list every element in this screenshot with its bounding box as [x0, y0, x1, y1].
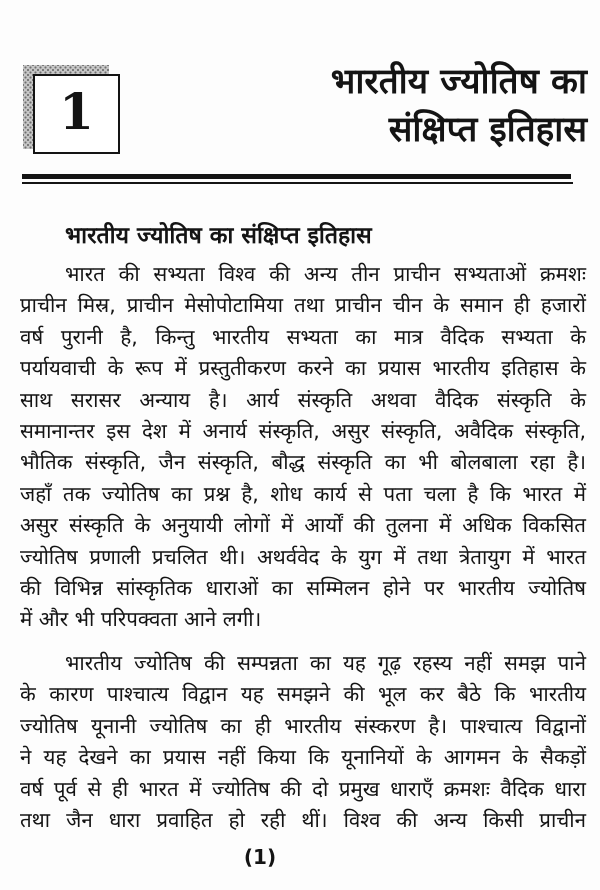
text-line: जहाँ तक ज्योतिष का प्रश्न है, शोध कार्य से पता चला है कि भारत में [20, 481, 586, 506]
page-number: (1) [243, 845, 277, 869]
paragraph-2 [20, 648, 586, 836]
text-line: ज्योतिष प्रणाली प्रचलित थी। अथर्ववेद के युग में तथा त्रेतायुग में भारत [20, 544, 586, 569]
section-heading: भारतीय ज्योतिष का संक्षिप्त इतिहास [65, 223, 372, 249]
text-line: के कारण पाश्चात्य विद्वान यह समझने की भूल कर बैठे कि भारतीय [20, 682, 586, 707]
text-line: में और भी परिपक्वता आने लगी। [20, 607, 262, 632]
text-line: प्राचीन मिस्र, प्राचीन मेसोपोटामिया तथा प्राचीन चीन के समान ही हजारों [20, 293, 586, 318]
text-line: साथ सरासर अन्याय है। आर्य संस्कृति अथवा वैदिक संस्कृति के [20, 387, 586, 412]
text-line: भारत की सभ्यता विश्व की अन्य तीन प्राचीन सभ्यताओं क्रमशः [65, 262, 586, 286]
text-line: भारतीय ज्योतिष की सम्पन्नता का यह गूढ़ रहस्य नहीं समझ पाने [65, 650, 586, 675]
text-line: वर्ष पुरानी है, किन्तु भारतीय सभ्यता का मात्र वैदिक सभ्यता के [20, 324, 586, 349]
text-line: भौतिक संस्कृति, जैन संस्कृति, बौद्ध संस्कृति का भी बोलबाला रहा है। [20, 450, 586, 475]
header-rule-thin [22, 182, 573, 184]
text-line: समानान्तर इस देश में अनार्य संस्कृति, असुर संस्कृति, अवैदिक संस्कृति, [20, 419, 586, 444]
text-line: तथा जैन धारा प्रवाहित हो रही थीं। विश्व की अन्य किसी प्राचीन [20, 807, 586, 832]
chapter-title-line-1: भारतीय ज्योतिष का [330, 62, 587, 102]
text-line: वर्ष पूर्व से ही भारत में ज्योतिष की दो प्रमुख धाराएँ क्रमशः वैदिक धारा [20, 776, 586, 801]
text-line: की विभिन्न सांस्कृतिक धाराओं का सम्मिलन होने पर भारतीय ज्योतिष [20, 576, 586, 601]
chapter-number-box [33, 74, 120, 154]
paragraph-1 [20, 259, 586, 636]
text-line: ज्योतिष यूनानी ज्योतिष का ही भारतीय संस्करण है। पाश्चात्य विद्वानों [20, 713, 586, 738]
text-line: ने यह देखने का प्रयास नहीं किया कि यूनानियों के आगमन के सैकड़ों [20, 745, 586, 770]
page-body [20, 221, 586, 836]
chapter-title-line-2: संक्षिप्त इतिहास [388, 110, 587, 150]
header-rule-thick [22, 174, 571, 179]
text-line: पर्यायवाची के रूप में प्रस्तुतीकरण करने का प्रयास भारतीय इतिहास के [20, 356, 586, 381]
chapter-number: 1 [59, 81, 94, 141]
text-line: असुर संस्कृति के अनुयायी लोगों में आर्यों की तुलना में अधिक विकसित [20, 513, 586, 538]
chapter-title [331, 58, 587, 154]
